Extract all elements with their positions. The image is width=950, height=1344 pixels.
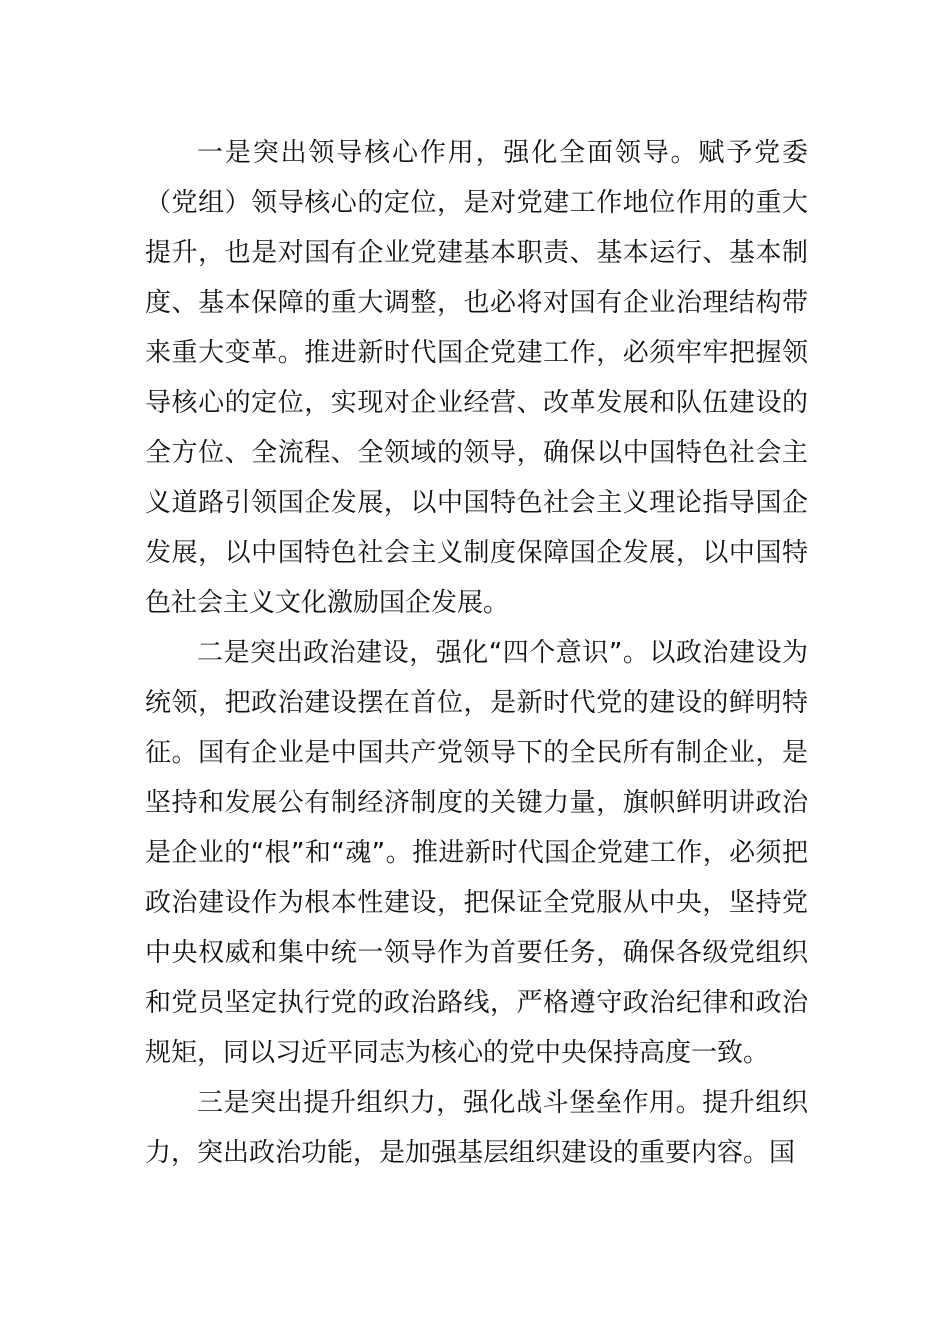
document-body — [145, 128, 808, 1178]
paragraph-organizational-strength: 三是突出提升组织力，强化战斗堡垒作用。提升组织力，突出政治功能，是加强基层组织建设的重要内容。国 — [145, 1088, 808, 1168]
paragraph-political-building: 二是突出政治建设，强化“四个意识”。以政治建设为统领，把政治建设摆在首位，是新时代党的建设的鲜明特征。国有企业是中国共产党领导下的全民所有制企业，是坚持和发展公有制经济制度的关键力量，旗帜鲜明讲政治是企业的“根”和“魂”。推进新时代国企党建工作，必须把政治建设作为根本性建设，把保证全党服从中央，坚持党中央权威和集中统一领导作为首要任务，确保各级党组织和党员坚定执行党的政治路线，严格遵守政治纪律和政治规矩，同以习近平同志为核心的党中央保持高度一致。 — [145, 638, 808, 1068]
paragraph-leadership-core: 一是突出领导核心作用，强化全面领导。赋予党委（党组）领导核心的定位，是对党建工作地位作用的重大提升，也是对国有企业党建基本职责、基本运行、基本制度、基本保障的重大调整，也必将对国有企业治理结构带来重大变革。推进新时代国企党建工作，必须牢牢把握领导核心的定位，实现对企业经营、改革发展和队伍建设的全方位、全流程、全领域的领导，确保以中国特色社会主义道路引领国企发展，以中国特色社会主义理论指导国企发展，以中国特色社会主义制度保障国企发展，以中国特色社会主义文化激励国企发展。 — [145, 138, 808, 618]
